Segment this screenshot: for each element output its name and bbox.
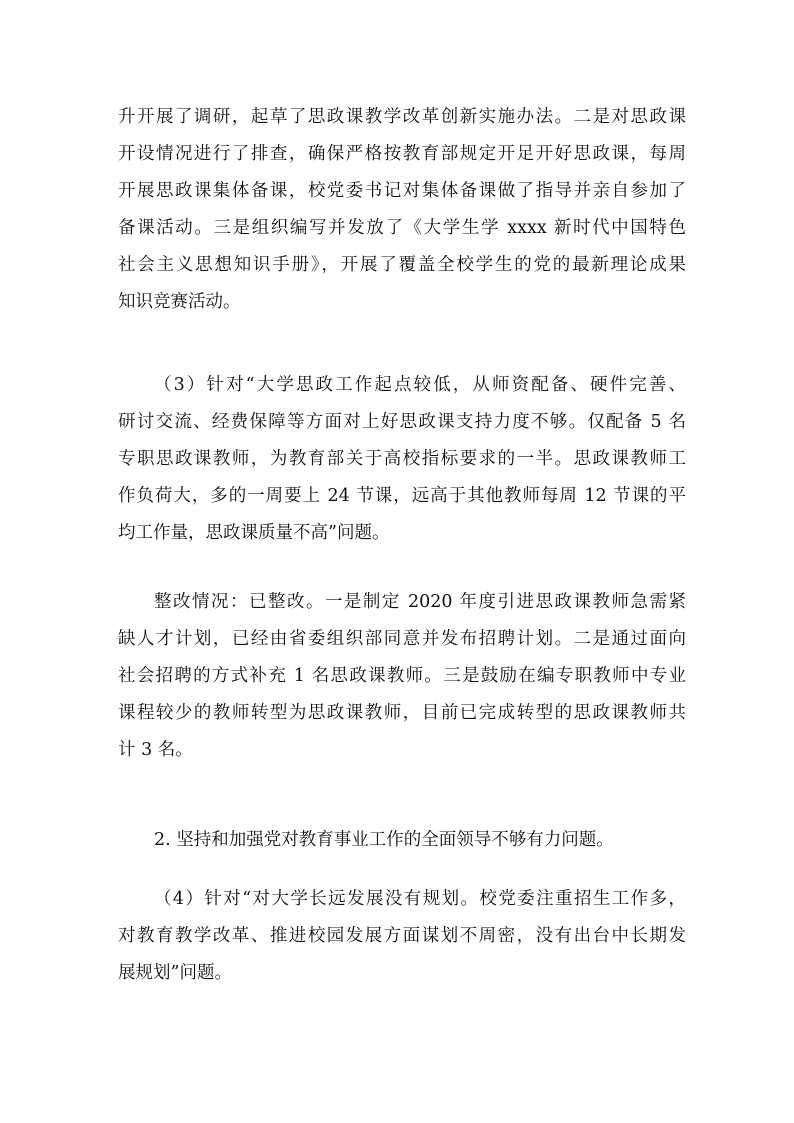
text-line: 专职思政课教师，为教育部关于高校指标要求的一半。思政课教师工 [118,449,686,469]
text-line: 计 3 名。 [118,740,193,760]
text-line: 升开展了调研，起草了思政课教学改革创新实施办法。二是对思政课 [118,107,686,127]
text-line: 课程较少的教师转型为思政课教师，目前已完成转型的思政课教师共 [118,703,686,723]
text-line: 展规划”问题。 [118,963,232,983]
text-line: 开展思政课集体备课，校党委书记对集体备课做了指导并亲自参加了 [118,181,686,201]
paragraph-item-3 [118,367,686,552]
text-line: 作负荷大，多的一周要上 24 节课，远高于其他教师每周 12 节课的平 [118,486,686,506]
text-line: 2. 坚持和加强党对教育事业工作的全面领导不够有力问题。 [154,830,614,850]
text-line: 备课活动。三是组织编写并发放了《大学生学 xxxx 新时代中国特色 [118,218,686,238]
text-line: （3）针对“大学思政工作起点较低，从师资配备、硬件完善、 [154,375,686,395]
text-line: 开设情况进行了排查，确保严格按教育部规定开足开好思政课，每周 [118,144,686,164]
paragraph-continuation [118,99,686,321]
text-line: 缺人才计划，已经由省委组织部同意并发布招聘计划。二是通过面向 [118,629,686,649]
text-line: 研讨交流、经费保障等方面对上好思政课支持力度不够。仅配备 5 名 [118,412,686,432]
section-heading-2 [118,822,686,859]
text-line: 知识竞赛活动。 [118,292,241,312]
text-line: 均工作量，思政课质量不高”问题。 [118,523,390,543]
text-line: 社会招聘的方式补充 1 名思政课教师。三是鼓励在编专职教师中专业 [118,666,686,686]
paragraph-item-4 [118,881,686,992]
text-line: 整改情况：已整改。一是制定 2020 年度引进思政课教师急需紧 [154,592,686,612]
text-line: 对教育教学改革、推进校园发展方面谋划不周密，没有出台中长期发 [118,926,686,946]
text-line: （4）针对“对大学长远发展没有规划。校党委注重招生工作多， [154,889,686,909]
paragraph-rectification [118,584,686,769]
text-line: 社会主义思想知识手册》，开展了覆盖全校学生的党的最新理论成果 [118,255,686,275]
